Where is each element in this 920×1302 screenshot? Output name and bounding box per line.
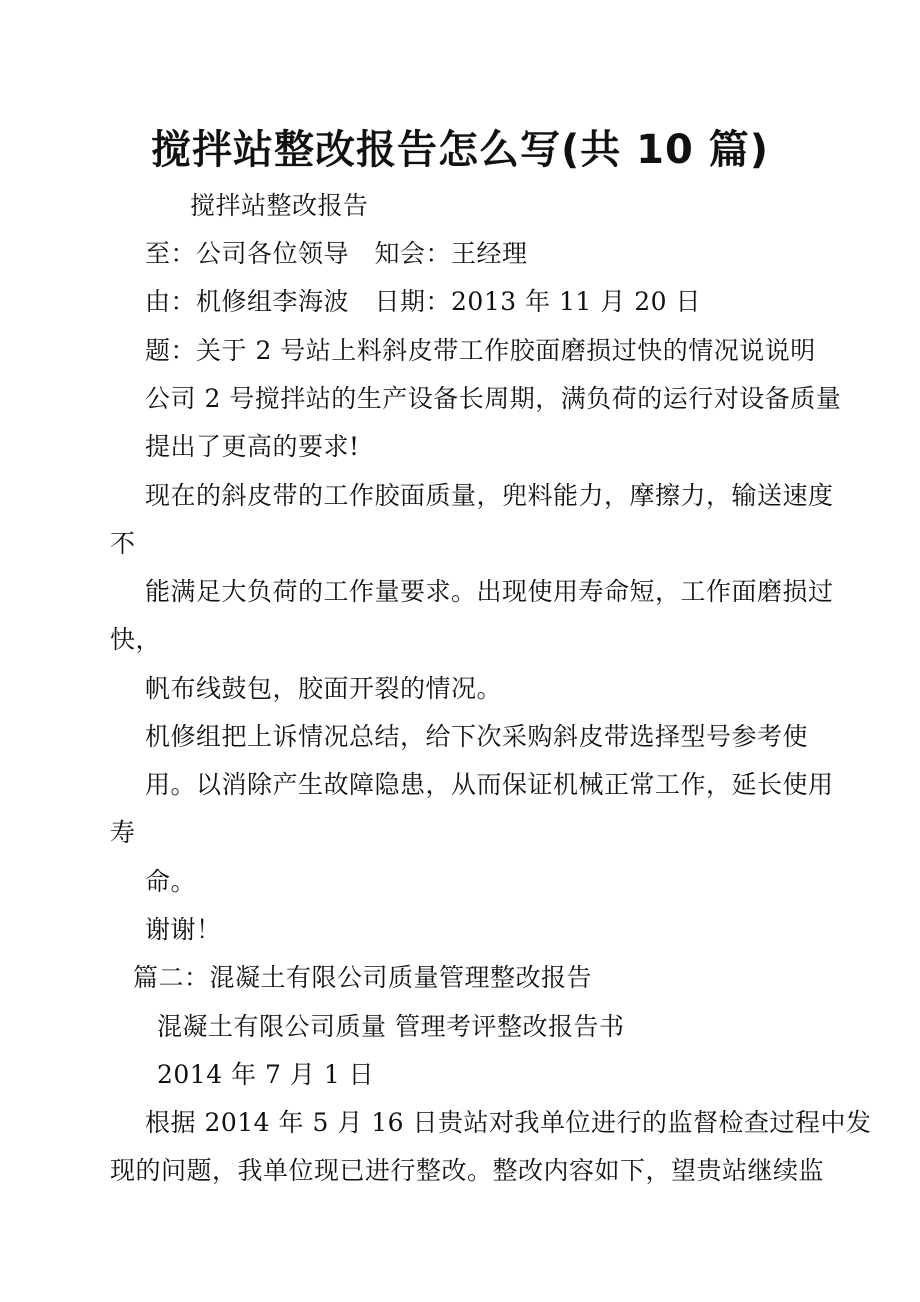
body-line: 快， bbox=[110, 625, 162, 654]
closing-line: 谢谢！ bbox=[145, 915, 222, 944]
body-line: 现在的斜皮带的工作胶面质量，兜料能力，摩擦力，输送速度 bbox=[145, 481, 834, 510]
body-line: 命。 bbox=[145, 867, 197, 896]
body-line: 能满足大负荷的工作量要求。出现使用寿命短，工作面磨损过 bbox=[145, 577, 834, 606]
body-line: 提出了更高的要求! bbox=[145, 432, 360, 461]
section-heading: 篇二：混凝土有限公司质量管理整改报告 bbox=[133, 963, 593, 992]
body-line: 不 bbox=[110, 529, 136, 558]
body-line: 寿 bbox=[110, 818, 136, 847]
body-line: 根据 2014 年 5 月 16 日贵站对我单位进行的监督检查过程中发 bbox=[145, 1108, 872, 1137]
body-line: 帆布线鼓包，胶面开裂的情况。 bbox=[145, 674, 503, 703]
body-line: 现的问题，我单位现已进行整改。整改内容如下，望贵站继续监 bbox=[110, 1156, 825, 1185]
section-subheading: 混凝土有限公司质量 管理考评整改报告书 bbox=[157, 1012, 625, 1041]
section-date: 2014 年 7 月 1 日 bbox=[157, 1060, 375, 1089]
body-line: 用。以消除产生故障隐患，从而保证机械正常工作，延长使用 bbox=[145, 770, 834, 799]
document-title: 搅拌站整改报告怎么写(共 10 篇) bbox=[150, 127, 770, 173]
document-subtitle: 搅拌站整改报告 bbox=[190, 191, 369, 220]
memo-subject-line: 题：关于 2 号站上料斜皮带工作胶面磨损过快的情况说说明 bbox=[145, 336, 816, 365]
memo-to-line: 至：公司各位领导 知会：王经理 bbox=[145, 239, 528, 268]
memo-from-line: 由：机修组李海波 日期：2013 年 11 月 20 日 bbox=[145, 287, 701, 316]
body-line: 公司 2 号搅拌站的生产设备长周期，满负荷的运行对设备质量 bbox=[145, 384, 842, 413]
body-line: 机修组把上诉情况总结，给下次采购斜皮带选择型号参考使 bbox=[145, 722, 809, 751]
